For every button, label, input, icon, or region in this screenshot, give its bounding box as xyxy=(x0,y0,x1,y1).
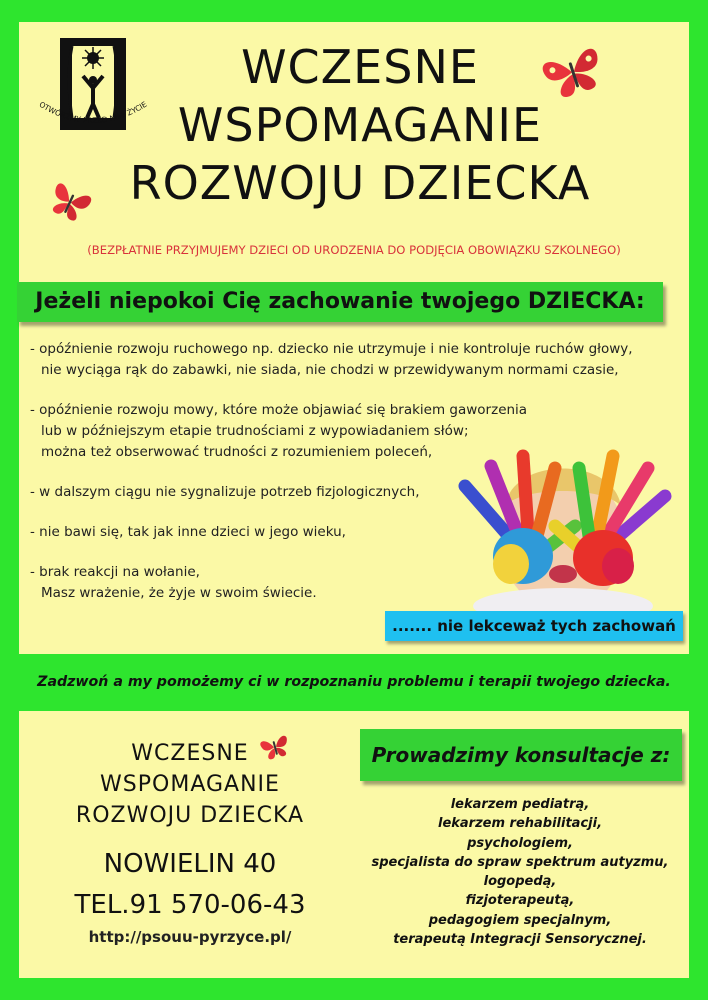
consultations-list xyxy=(350,795,690,949)
main-title-line: WCZESNE xyxy=(241,40,479,94)
list-item: lekarzem pediatrą, xyxy=(450,797,590,812)
address: NOWIELIN 40 xyxy=(103,849,277,879)
concern-banner xyxy=(17,282,663,322)
list-item: logopedą, xyxy=(483,874,557,890)
contact-title-line: WCZESNE xyxy=(131,741,249,766)
butterfly-icon xyxy=(538,44,608,100)
child-painted-hands-image xyxy=(443,446,683,611)
list-item-line: - brak reakcji na wołanie, xyxy=(30,564,200,580)
phone-number: TEL.91 570-06-43 xyxy=(74,890,306,920)
list-item: specjalista do spraw spektrum autyzmu, xyxy=(371,854,669,870)
list-item-line: lub w późniejszym etapie trudnościami z wypowiadaniem słów; xyxy=(41,423,469,439)
list-item-line: nie wyciąga rąk do zabawki, nie siada, nie chodzi w przewidywanym normami czasie, xyxy=(41,362,619,378)
list-item xyxy=(30,339,660,381)
contact-title-line: ROZWOJU DZIECKA xyxy=(75,803,305,828)
call-to-action: Zadzwoń a my pomożemy ci w rozpoznaniu problemu i terapii twojego dziecka. xyxy=(37,674,671,690)
list-item: lekarzem rehabilitacji, xyxy=(437,816,603,832)
subtitle: (BEZPŁATNIE PRZYJMUJEMY DZIECI OD URODZENIA DO PODJĘCIA OBOWIĄZKU SZKOLNEGO) xyxy=(87,243,621,257)
list-item-line: Masz wrażenie, że żyje w swoim świecie. xyxy=(41,585,317,601)
consultations-heading-box xyxy=(360,729,682,781)
main-title xyxy=(110,38,610,212)
list-item: fizjoterapeutą, xyxy=(465,893,575,909)
concern-banner-text: Jeżeli niepokoi Cię zachowanie twojego DZIECKA: xyxy=(35,289,645,314)
main-title-line: ROZWOJU DZIECKA xyxy=(129,156,591,210)
logo-motto-text: OTWÓRZMY PRZED NIMI ŻYCIE xyxy=(37,99,149,126)
list-item: terapeutą Integracji Sensorycznej. xyxy=(393,932,647,948)
consultations-heading: Prowadzimy konsultacje z: xyxy=(371,743,671,767)
contact-title xyxy=(40,738,340,831)
main-title-line: WSPOMAGANIE xyxy=(177,98,543,152)
warning-text: ....... nie lekceważ tych zachowań xyxy=(392,617,676,635)
butterfly-icon xyxy=(46,180,94,224)
list-item-line: można też obserwować trudności z rozumieniem poleceń, xyxy=(41,444,433,460)
list-item: psychologiem, xyxy=(467,835,573,851)
warning-banner xyxy=(385,611,683,641)
list-item-line: - opóźnienie rozwoju mowy, które może objawiać się brakiem gaworzenia xyxy=(30,402,528,418)
list-item: pedagogiem specjalnym, xyxy=(428,912,612,928)
list-item-line: - w dalszym ciągu nie sygnalizuje potrzeb fizjologicznych, xyxy=(30,484,420,500)
list-item-line: - nie bawi się, tak jak inne dzieci w jego wieku, xyxy=(30,524,346,540)
website-link[interactable]: http://psouu-pyrzyce.pl/ xyxy=(88,928,292,946)
contact-title-line: WSPOMAGANIE xyxy=(100,772,280,797)
list-item-line: - opóźnienie rozwoju ruchowego np. dziecko nie utrzymuje i nie kontroluje ruchów głowy, xyxy=(30,341,633,357)
